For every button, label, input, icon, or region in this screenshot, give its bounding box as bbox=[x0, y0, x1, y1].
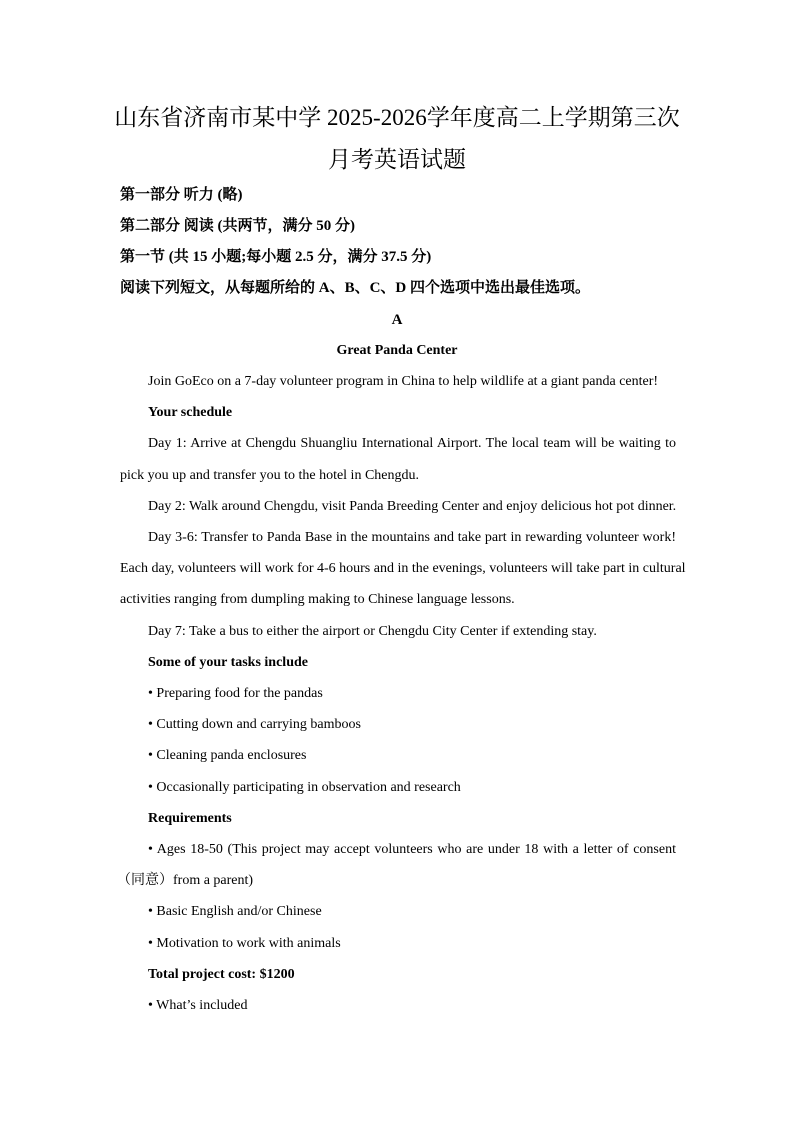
day-1-line-1: Day 1: Arrive at Chengdu Shuangliu International Airport. The local team will be waiting to bbox=[148, 436, 676, 451]
requirement-motivation: • Motivation to work with animals bbox=[148, 936, 341, 951]
day-1-line-2: pick you up and transfer you to the hotel in Chengdu. bbox=[120, 468, 419, 483]
requirement-age-line-1: • Ages 18-50 (This project may accept volunteers who are under 18 with a letter of consent bbox=[148, 842, 676, 857]
section-one-heading: 第一节 (共 15 小题;每小题 2.5 分，满分 37.5 分) bbox=[120, 249, 432, 265]
task-item: • Cleaning panda enclosures bbox=[148, 748, 307, 763]
day-3-6-line-2: Each day, volunteers will work for 4-6 hours and in the evenings, volunteers will take part in cultural bbox=[120, 561, 686, 576]
schedule-heading: Your schedule bbox=[148, 405, 233, 420]
reading-instruction: 阅读下列短文，从每题所给的 A、B、C、D 四个选项中选出最佳选项。 bbox=[120, 280, 591, 296]
tasks-heading: Some of your tasks include bbox=[148, 655, 308, 670]
task-item: • Occasionally participating in observation and research bbox=[148, 780, 461, 795]
part-two-heading: 第二部分 阅读 (共两节，满分 50 分) bbox=[120, 218, 355, 234]
requirements-heading: Requirements bbox=[148, 811, 232, 826]
day-2: Day 2: Walk around Chengdu, visit Panda Breeding Center and enjoy delicious hot pot dinner. bbox=[148, 499, 677, 514]
passage-letter: A bbox=[391, 312, 403, 328]
day-7: Day 7: Take a bus to either the airport or Chengdu City Center if extending stay. bbox=[148, 624, 597, 639]
passage-intro: Join GoEco on a 7-day volunteer program in China to help wildlife at a giant panda center! bbox=[148, 374, 659, 389]
task-item: • Preparing food for the pandas bbox=[148, 686, 323, 701]
document-title-line-1: 山东省济南市某中学 2025-2026学年度高二上学期第三次 bbox=[114, 105, 680, 130]
part-one-heading: 第一部分 听力 (略) bbox=[120, 187, 243, 203]
requirement-age-line-2: （同意）from a parent) bbox=[117, 873, 254, 888]
total-cost: Total project cost: $1200 bbox=[148, 967, 295, 982]
requirement-language: • Basic English and/or Chinese bbox=[148, 904, 322, 919]
whats-included: • What’s included bbox=[148, 998, 248, 1013]
day-3-6-line-1: Day 3-6: Transfer to Panda Base in the mountains and take part in rewarding volunteer work! bbox=[148, 530, 676, 545]
passage-title: Great Panda Center bbox=[336, 343, 458, 358]
document-title-line-2: 月考英语试题 bbox=[328, 147, 466, 172]
day-3-6-line-3: activities ranging from dumpling making to Chinese language lessons. bbox=[120, 592, 515, 607]
task-item: • Cutting down and carrying bamboos bbox=[148, 717, 361, 732]
